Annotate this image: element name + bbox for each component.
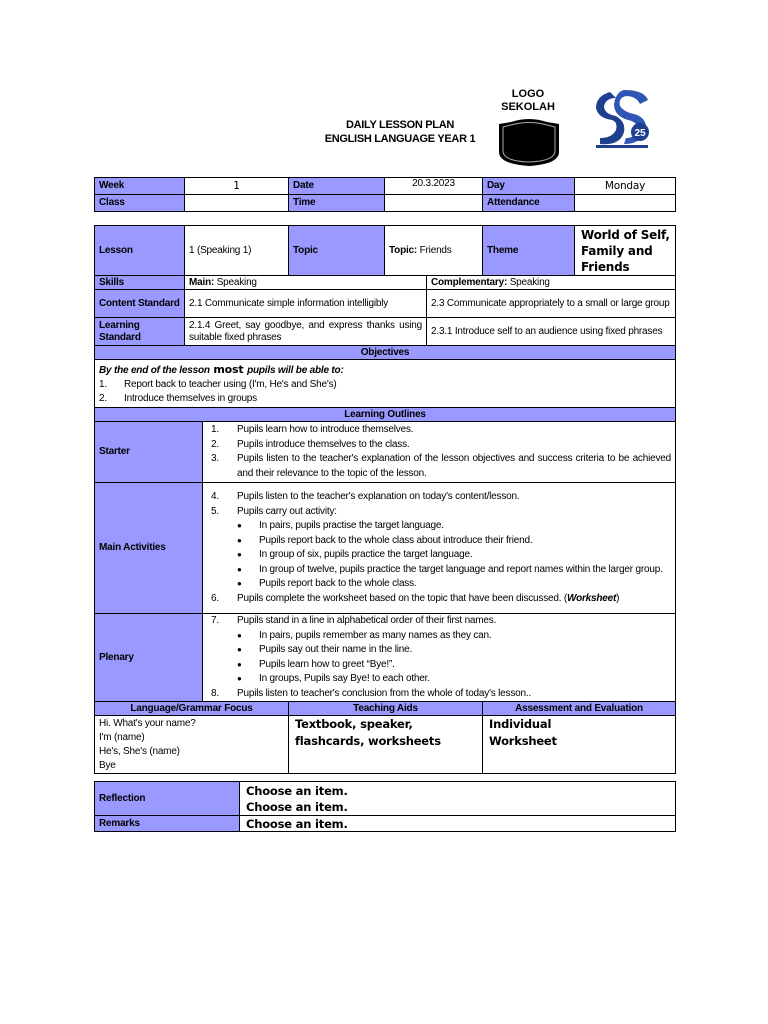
lesson-label: Lesson xyxy=(95,226,185,276)
lesson-table xyxy=(94,225,676,774)
starter-content[interactable] xyxy=(203,422,676,483)
list-item xyxy=(207,490,671,505)
title-line-2: ENGLISH LANGUAGE YEAR 1 xyxy=(324,133,476,145)
learning-standard-label: Learning Standard xyxy=(95,318,185,346)
bullet-item: ● In groups, Pupils say Bye! to each other. xyxy=(207,672,671,687)
grammar-line: He's, She's (name) xyxy=(99,746,180,757)
plenary-content[interactable] xyxy=(203,614,676,702)
teaching-aids-heading: Teaching Aids xyxy=(289,702,483,716)
date-value[interactable]: 20.3.2023 xyxy=(385,178,483,195)
school-logo-label xyxy=(498,88,558,114)
main-activities-label: Main Activities xyxy=(95,483,203,614)
ministry-emblem-icon xyxy=(590,86,654,150)
info-table xyxy=(94,177,676,212)
day-label: Day xyxy=(483,178,575,195)
remarks-label: Remarks xyxy=(95,816,240,832)
bullet-item: ● Pupils say out their name in the line. xyxy=(207,643,671,658)
time-label: Time xyxy=(289,195,385,212)
content-standard-label: Content Standard xyxy=(95,290,185,318)
topic-value[interactable] xyxy=(385,226,483,276)
list-item xyxy=(207,438,671,453)
learning-standard-main[interactable]: 2.1.4 Greet, say goodbye, and express thanks using suitable fixed phrases xyxy=(185,318,427,346)
reflection-item[interactable]: Choose an item. xyxy=(246,799,348,814)
grammar-focus-heading: Language/Grammar Focus xyxy=(95,702,289,716)
main-activities-content[interactable] xyxy=(203,483,676,614)
objective-num: 2. xyxy=(99,392,107,404)
list-item xyxy=(207,592,671,607)
item-text: Pupils listen to teacher's conclusion from the whole of today's lesson.. xyxy=(237,687,532,699)
main-skill[interactable] xyxy=(185,276,427,290)
item-number: 5. xyxy=(211,505,219,517)
comp-skill-prefix: Complementary: xyxy=(431,276,508,288)
item-text: Pupils complete the worksheet based on the topic that have been discussed. ( xyxy=(237,592,568,604)
remarks-item[interactable]: Choose an item. xyxy=(240,816,676,832)
grammar-focus-content[interactable] xyxy=(95,716,289,774)
complementary-skill[interactable] xyxy=(427,276,676,290)
emblem-number: 25 xyxy=(634,128,646,139)
objectives-intro-b: pupils will be able to: xyxy=(247,365,344,376)
bullet-item: ● In group of six, pupils practice the target language. xyxy=(207,548,671,563)
date-label: Date xyxy=(289,178,385,195)
logo-line-1: LOGO xyxy=(511,88,545,100)
reflection-content[interactable] xyxy=(240,782,676,816)
week-label: Week xyxy=(95,178,185,195)
reflection-item[interactable]: Choose an item. xyxy=(246,783,348,798)
bullet-item: ● In pairs, pupils remember as many names as they can. xyxy=(207,629,671,644)
topic-label: Topic xyxy=(289,226,385,276)
teaching-aids-content[interactable]: Textbook, speaker, flashcards, worksheets xyxy=(289,716,483,774)
item-number: 3. xyxy=(211,453,219,464)
content-standard-main[interactable]: 2.1 Communicate simple information intelligibly xyxy=(185,290,427,318)
objective-num: 1. xyxy=(99,379,107,390)
reflection-table xyxy=(94,781,676,832)
attendance-label: Attendance xyxy=(483,195,575,212)
item-number: 7. xyxy=(211,615,219,626)
item-number: 6. xyxy=(211,592,219,604)
assessment-line-2: Worksheet xyxy=(489,734,557,748)
item-text: Pupils introduce themselves to the class. xyxy=(237,438,410,450)
item-text: Pupils listen to the teacher's explanation of the lesson objectives and success criteria to be achieved and their relevance to the topic of the lesson. xyxy=(237,453,671,479)
objectives-heading: Objectives xyxy=(95,346,676,360)
objectives-intro-a: By the end of the lesson xyxy=(99,365,210,376)
theme-value[interactable]: World of Self, Family and Friends xyxy=(575,226,676,276)
class-value[interactable] xyxy=(185,195,289,212)
bullet-item: ● In group of twelve, pupils practice the target language and report names within the larger group. xyxy=(207,563,671,578)
list-item xyxy=(207,614,671,629)
topic-text: Friends xyxy=(417,244,452,256)
document-title xyxy=(300,118,500,146)
objectives-intro-most: most xyxy=(209,363,248,376)
item-text: Pupils listen to the teacher's explanation on today's content/lesson. xyxy=(237,491,520,502)
plenary-label: Plenary xyxy=(95,614,203,702)
bullet-item: ● Pupils learn how to greet “Bye!”. xyxy=(207,658,671,673)
item-close: ) xyxy=(616,592,620,604)
objective-text: Report back to teacher using (I'm, He's and She's) xyxy=(124,379,337,390)
objective-item xyxy=(99,378,671,392)
objective-item xyxy=(99,392,671,406)
bullet-item: ● Pupils report back to the whole class about introduce their friend. xyxy=(207,534,671,549)
item-number: 2. xyxy=(211,438,219,450)
assessment-line-1: Individual xyxy=(489,717,552,731)
content-standard-comp[interactable]: 2.3 Communicate appropriately to a small or large group xyxy=(427,290,676,318)
objectives-content[interactable] xyxy=(95,360,676,408)
list-item xyxy=(207,687,671,702)
starter-label: Starter xyxy=(95,422,203,483)
learning-standard-comp[interactable]: 2.3.1 Introduce self to an audience using fixed phrases xyxy=(427,318,676,346)
assessment-heading: Assessment and Evaluation xyxy=(483,702,676,716)
theme-label: Theme xyxy=(483,226,575,276)
list-item xyxy=(207,423,671,438)
item-text: Pupils learn how to introduce themselves. xyxy=(237,424,414,435)
main-skill-text: Speaking xyxy=(214,276,257,288)
item-number: 1. xyxy=(211,424,219,435)
school-shield-icon xyxy=(497,118,561,168)
day-value[interactable]: Monday xyxy=(575,178,676,195)
lesson-value[interactable]: 1 (Speaking 1) xyxy=(185,226,289,276)
item-text: Pupils carry out activity: xyxy=(237,505,337,517)
worksheet-emphasis: Worksheet xyxy=(567,592,617,604)
skills-label: Skills xyxy=(95,276,185,290)
week-value[interactable]: 1 xyxy=(185,178,289,195)
time-value[interactable] xyxy=(385,195,483,212)
objective-text: Introduce themselves in groups xyxy=(124,392,257,404)
objectives-intro xyxy=(99,362,671,378)
bullet-item: ● Pupils report back to the whole class. xyxy=(207,577,671,592)
list-item xyxy=(207,505,671,520)
title-line-1: DAILY LESSON PLAN xyxy=(346,119,454,131)
assessment-content[interactable] xyxy=(483,716,676,774)
logo-line-2: SEKOLAH xyxy=(501,101,555,113)
grammar-line: Hi. What's your name? xyxy=(99,718,196,729)
class-label: Class xyxy=(95,195,185,212)
attendance-value[interactable] xyxy=(575,195,676,212)
list-item xyxy=(207,452,671,481)
topic-prefix: Topic: xyxy=(389,244,418,256)
reflection-label: Reflection xyxy=(95,782,240,816)
bullet-item: ● In pairs, pupils practise the target language. xyxy=(207,519,671,534)
grammar-line: Bye xyxy=(99,760,116,771)
grammar-line: I'm (name) xyxy=(99,732,145,743)
learning-outlines-heading: Learning Outlines xyxy=(95,408,676,422)
item-text: Pupils stand in a line in alphabetical order of their first names. xyxy=(237,615,497,626)
comp-skill-text: Speaking xyxy=(507,276,550,288)
item-number: 4. xyxy=(211,491,219,502)
item-number: 8. xyxy=(211,687,219,699)
main-skill-prefix: Main: xyxy=(189,276,215,288)
